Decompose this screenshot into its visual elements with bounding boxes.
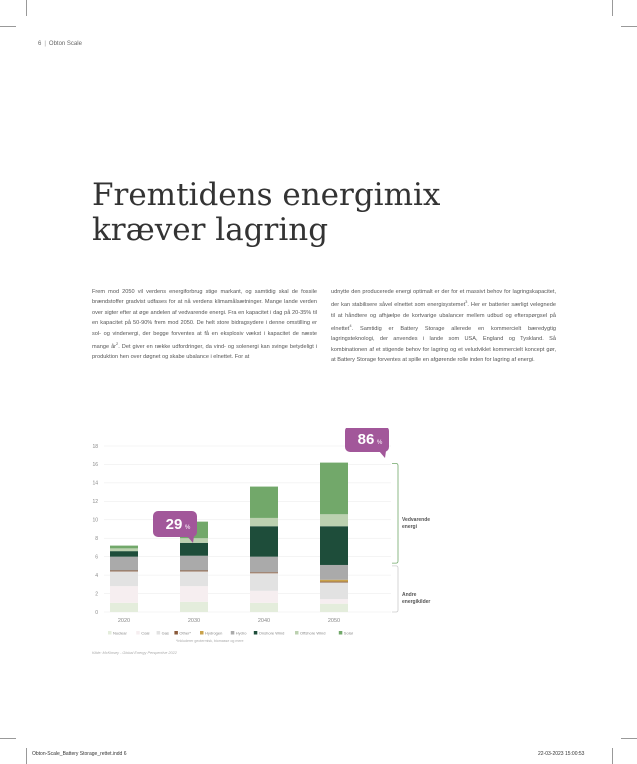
page-title [92,178,472,248]
title-line-2: kræver lagring [92,212,329,248]
footnote-ref: 4 [349,323,352,329]
crop-mark [26,0,27,16]
bar-segment [180,538,208,543]
x-tick-label: 2050 [327,618,341,624]
bar-segment [320,526,348,565]
footnote-ref: 2 [116,341,119,347]
bar-segment [250,518,278,526]
y-tick-label: 12 [92,499,98,506]
energy-mix-chart [86,428,486,668]
y-tick-label: 14 [92,480,98,487]
bar-segment [320,582,348,583]
bar-segment [110,571,138,586]
print-slug-file: Obton-Scale_Battery Storage_rettet.indd 6 [32,751,127,757]
publication-name: Obton Scale [48,41,82,47]
bar-segment [180,571,208,572]
bar-segment [320,580,348,582]
crop-mark [621,738,637,739]
running-header: 6 | Obton Scale [38,41,82,47]
legend-label: Solar [343,630,354,636]
bar-segment [250,526,278,556]
bar-segment [250,573,278,591]
legend-label: Hydrogen [205,630,223,636]
bar-segment [320,582,348,599]
y-tick-label: 0 [95,609,98,616]
bar-segment [180,586,208,602]
bar-segment [320,565,348,580]
y-tick-label: 2 [95,591,98,598]
y-tick-label: 6 [95,554,98,561]
legend-label: Offshore Wind [300,630,326,636]
bar-segment [320,463,348,515]
bar-segment [180,571,208,586]
body-text: udnytte den producerede energi optimalt er der for et massivt behov for lagringskapacitet, der kan stabilisere såvel elnettet som energisystemet [331,289,556,309]
crop-mark [0,26,16,27]
body-column-1 [92,287,317,363]
bracket-label-renewable: Vedvarende [402,517,431,523]
bar-segment [110,603,138,612]
x-tick-label: 2020 [117,618,131,624]
badge-2020-unit: % [185,525,191,531]
bracket-label-other: Andre [402,592,417,598]
legend-label: Other* [179,630,191,636]
y-tick-label: 16 [92,462,98,469]
legend-swatch [136,631,140,635]
body-text: . Samtidig er Battery Storage allerede en kommercielt bæredygtig lagringsteknologi, der anvendes i lande som USA, England og Tyskland. Så kombinationen af et stigende behov for lagring og et veludviklet kommercielt koncept gør, at Battery Storage forventes at spille en afgørende rolle inden for lagring af energi. [331,325,556,364]
legend-swatch [108,631,112,635]
crop-mark [26,748,27,764]
crop-mark [621,26,637,27]
legend-label: Onshore Wind [258,630,285,636]
body-text: . Her er batterier særligt velegnede til at håndtere og afhjælpe de kortvarige ubalancer mellem udbud og efterspørgsel på elnettet [331,302,556,332]
bar-segment [110,557,138,571]
bar-segment [110,546,138,549]
bar-segment [110,571,138,572]
bar-segment [320,604,348,612]
bar-segment [250,487,278,518]
badge-2050-pointer [379,451,386,458]
legend-swatch [200,631,204,635]
legend-swatch [339,631,343,635]
print-slug-date: 22-03-2023 15:00:53 [538,751,585,757]
crop-mark [612,748,613,764]
badge-2050-unit: % [377,440,383,446]
legend-swatch [231,631,235,635]
bar-segment [110,551,138,557]
legend-label: Gas [161,630,169,636]
body-text: . Det giver en række udfordringer, da vind- og solenergi kan svinge betydeligt i produktion hen over døgnet og skabe ubalance i elnettet. For at [92,343,317,361]
legend-swatch [174,631,178,635]
badge-2020-value: 29 [165,516,183,533]
legend-label: Hydro [235,630,247,636]
page-number: 6 [38,41,42,47]
legend-swatch [254,631,257,635]
chart-footnote: *Inkluderer geotermisk, biomasse og mere [176,639,244,643]
bar-segment [180,543,208,556]
bar-segment [180,556,208,571]
bar-segment [110,548,138,551]
legend-swatch [157,631,161,635]
bracket-label-renewable: energi [402,524,418,530]
legend-label: Coal [141,630,150,636]
chart-source: Kilde: McKinsey - Global Energy Perspective 2022 [92,651,177,655]
x-tick-label: 2030 [187,618,201,624]
bracket-renewable [392,464,398,564]
body-column-2 [331,287,556,366]
title-line-1: Fremtidens energimix [92,177,441,213]
y-tick-label: 18 [92,443,98,450]
crop-mark [612,0,613,16]
bar-segment [250,603,278,612]
y-tick-label: 8 [95,536,98,543]
bar-segment [250,572,278,573]
bracket-other [392,566,398,612]
legend-swatch [295,631,299,635]
bar-segment [320,599,348,604]
y-tick-label: 10 [92,517,98,524]
bracket-label-other: energikilder [402,599,431,605]
bar-segment [250,591,278,603]
y-tick-label: 4 [95,572,98,579]
badge-2050-value: 86 [357,431,375,448]
bar-segment [110,586,138,603]
footnote-ref: 3 [465,299,468,305]
bar-segment [250,557,278,573]
crop-mark [0,738,16,739]
x-tick-label: 2040 [257,618,271,624]
body-text: Frem mod 2050 vil verdens energiforbrug stige markant, og samtidig skal de fossile brændstoffer gradvist udfases for at nå verdens klimamålsætninger. Mange lande verden over sigter efter at øge andelen af vedvarende energi. Fra en kapacitet i dag på 20-35% til en kapacitet på 50-90% frem mod 2050. De helt store bidragsydere i denne omstilling er sol- og vindenergi, der begge forventes at få en eksplosiv vækst i kapacitet de næste mange år [92,289,317,350]
bar-segment [180,602,208,612]
bar-segment [320,514,348,526]
legend-label: Nuclear [113,630,127,636]
